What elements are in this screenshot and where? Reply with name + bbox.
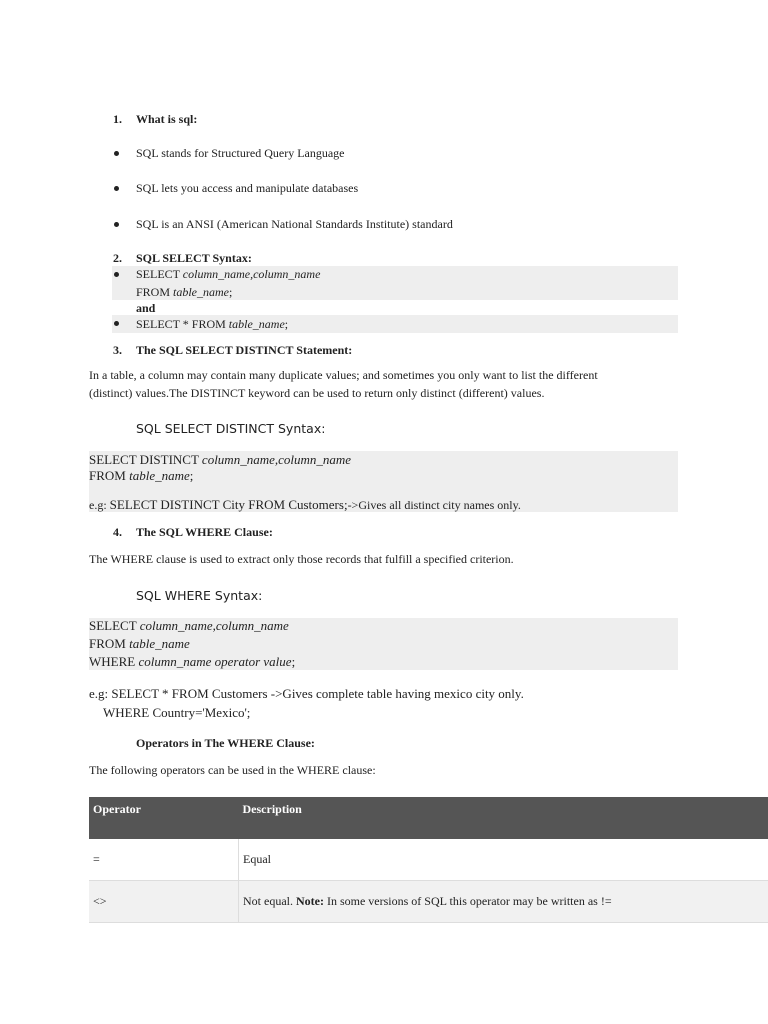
bullet-icon bbox=[114, 186, 119, 191]
code-line bbox=[89, 468, 193, 484]
note-label: Note: bbox=[296, 894, 324, 908]
description-cell bbox=[239, 839, 768, 881]
description-text: Equal bbox=[243, 852, 271, 866]
bullet-icon bbox=[114, 321, 119, 326]
paragraph-line: (distinct) values.The DISTINCT keyword can be used to return only distinct (different) values. bbox=[89, 386, 545, 400]
code-line bbox=[89, 618, 289, 634]
section-4-title: The SQL WHERE Clause: bbox=[136, 525, 273, 539]
example-line: e.g: SELECT * FROM Customers ->Gives complete table having mexico city only. bbox=[89, 686, 524, 701]
section-1-number: 1. bbox=[113, 112, 122, 126]
list-item: SQL stands for Structured Query Language bbox=[136, 146, 345, 160]
code-punct: ; bbox=[189, 468, 194, 483]
code-punct: ; bbox=[284, 317, 289, 331]
table-header-row bbox=[89, 797, 768, 839]
code-line bbox=[136, 285, 232, 300]
code-line bbox=[136, 267, 320, 282]
code-keyword: FROM bbox=[89, 468, 130, 483]
code-placeholder: table_name bbox=[173, 285, 230, 299]
code-keyword: SELECT bbox=[136, 267, 183, 281]
example-note: ->Gives all distinct city names only. bbox=[347, 498, 521, 512]
description-cell bbox=[239, 881, 768, 923]
section-3-number: 3. bbox=[113, 343, 122, 357]
code-punct: ; bbox=[291, 654, 296, 669]
paragraph-line: In a table, a column may contain many duplicate values; and sometimes you only want to list the different bbox=[89, 368, 598, 382]
list-item: SQL is an ANSI (American National Standards Institute) standard bbox=[136, 217, 453, 231]
code-keyword: FROM bbox=[89, 636, 130, 651]
list-item: SQL lets you access and manipulate databases bbox=[136, 181, 359, 195]
code-placeholder: table_name bbox=[129, 468, 190, 483]
code-line bbox=[89, 636, 190, 652]
code-keyword: WHERE bbox=[89, 654, 139, 669]
table-row bbox=[89, 881, 768, 923]
column-header-description: Description bbox=[239, 797, 768, 839]
example-code: SELECT DISTINCT City FROM Customers; bbox=[109, 497, 348, 512]
bullet-icon bbox=[114, 222, 119, 227]
description-text: Not equal. bbox=[243, 894, 296, 908]
code-punct: ; bbox=[229, 285, 233, 299]
example-prefix: e.g: bbox=[89, 498, 110, 512]
code-line bbox=[89, 654, 295, 670]
code-line bbox=[136, 317, 288, 332]
bullet-icon bbox=[114, 151, 119, 156]
section-2-number: 2. bbox=[113, 251, 122, 265]
operators-heading: Operators in The WHERE Clause: bbox=[136, 736, 315, 750]
section-2-title: SQL SELECT Syntax: bbox=[136, 251, 252, 265]
code-keyword: SELECT bbox=[89, 618, 140, 633]
operator-cell: = bbox=[89, 839, 239, 881]
section-4-number: 4. bbox=[113, 525, 122, 539]
code-line bbox=[89, 452, 351, 468]
section-3-title: The SQL SELECT DISTINCT Statement: bbox=[136, 343, 353, 357]
code-placeholder: column_name,column_name bbox=[182, 267, 321, 281]
operators-intro: The following operators can be used in the WHERE clause: bbox=[89, 763, 376, 777]
and-label: and bbox=[136, 301, 156, 315]
operator-cell: <> bbox=[89, 881, 239, 923]
operators-table bbox=[89, 797, 768, 923]
syntax-heading: SQL SELECT DISTINCT Syntax: bbox=[136, 421, 326, 436]
note-text: In some versions of SQL this operator may be written as != bbox=[323, 894, 612, 908]
example-line: WHERE Country='Mexico'; bbox=[103, 705, 251, 720]
example-line bbox=[89, 497, 521, 513]
code-placeholder: column_name,column_name bbox=[139, 618, 289, 633]
syntax-heading: SQL WHERE Syntax: bbox=[136, 588, 263, 603]
bullet-icon bbox=[114, 272, 119, 277]
code-placeholder: table_name bbox=[228, 317, 285, 331]
table-row bbox=[89, 839, 768, 881]
code-keyword: SELECT * FROM bbox=[136, 317, 229, 331]
code-placeholder: table_name bbox=[129, 636, 190, 651]
code-keyword: SELECT DISTINCT bbox=[89, 452, 202, 467]
paragraph-line: The WHERE clause is used to extract only those records that fulfill a specified criterion. bbox=[89, 552, 514, 566]
section-1-title: What is sql: bbox=[136, 112, 198, 126]
code-placeholder: column_name operator value bbox=[138, 654, 292, 669]
code-keyword: FROM bbox=[136, 285, 174, 299]
column-header-operator: Operator bbox=[89, 797, 239, 839]
code-placeholder: column_name,column_name bbox=[201, 452, 352, 467]
